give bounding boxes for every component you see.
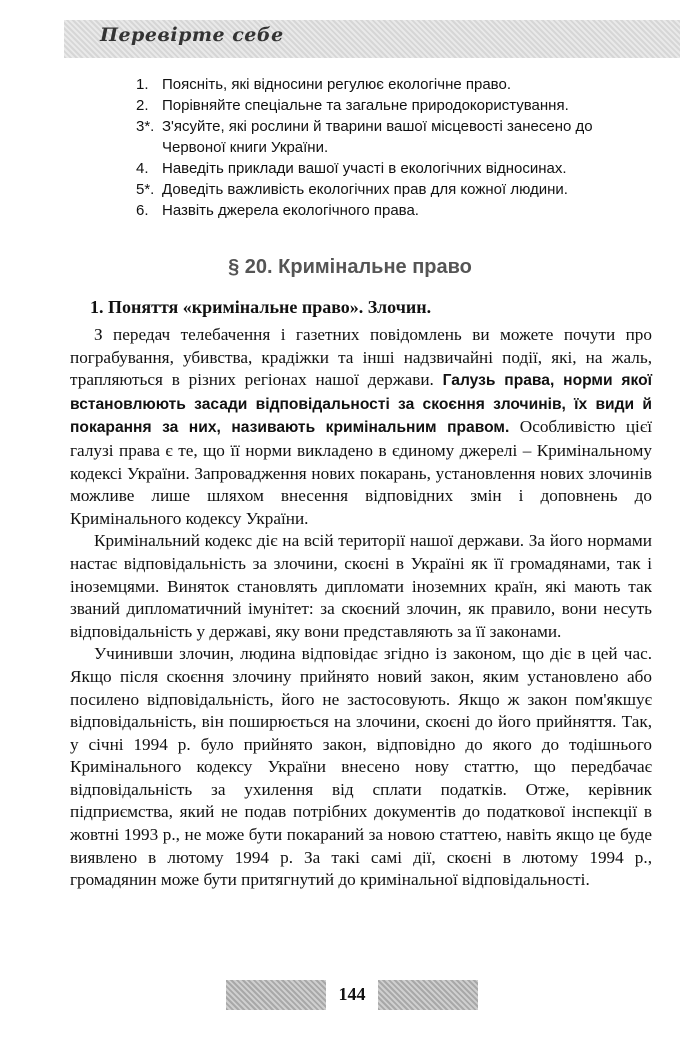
question-number: 2. xyxy=(136,97,149,114)
question-number: 3*. xyxy=(136,118,155,135)
body-text xyxy=(70,324,652,892)
list-item xyxy=(136,200,656,221)
review-questions-list xyxy=(136,74,656,221)
question-text: Поясніть, які відносини регулює екологічне право. xyxy=(162,76,511,93)
paragraph: Кримінальний кодекс діє на всій території нашої держави. За його нормами настає відповідальність за злочини, скоєні в Україні як її громадянами, так і іноземцями. Виняток становлять дипломати іноземних країн, які мають так званий дипломатичний імунітет: за скоєний злочин, як правило, вони несуть відповідальність у державі, яку вони представляють за її законами. xyxy=(70,531,652,641)
question-text: Назвіть джерела екологічного права. xyxy=(162,202,419,219)
question-text: Доведіть важливість екологічних прав для кожної людини. xyxy=(162,181,568,198)
list-item xyxy=(136,116,656,158)
question-number: 5*. xyxy=(136,181,155,198)
question-number: 4. xyxy=(136,160,149,177)
list-item xyxy=(136,179,656,200)
question-text: Порівняйте спеціальне та загальне природокористування. xyxy=(162,97,569,114)
paragraph-text: З передач телебачення і газетних повідомлень ви можете почути про пограбування, убивства, крадіжки та інші надзвичайні події, які, на жаль, трапляються в різних регіонах нашої держави. xyxy=(70,325,652,390)
list-item xyxy=(136,95,656,116)
paragraph: Учинивши злочин, людина відповідає згідно із законом, що діє в цей час. Якщо після скоєння злочину прийнято новий закон, яким установлено або посилено відповідальність, його не застосовують. Якщо ж закон пом'якшує відповідальність, він поширюється на злочини, скоєні до його прийняття. Так, у січні 1994 р. було прийнято закон, відповідно до якого до тодішнього Кримінального кодексу України внесено нову статтю, що передбачає відповідальність за ухилення від сплати податків. Отже, керівник підприємства, який не подав потрібних документів до податкової інспекції в жовтні 1993 р., не може бути покараний за новою статтею, навіть якщо це буде виявлено в лютому 1994 р. За такі самі дії, скоєні в лютому 1994 р., громадянин може бути притягнутий до кримінальної відповідальності. xyxy=(70,644,652,890)
subheading: 1. Поняття «кримінальне право». Злочин. xyxy=(90,297,432,317)
list-item xyxy=(136,158,656,179)
section-header-title: Перевірте себе xyxy=(100,24,284,46)
page-number: 144 xyxy=(338,984,366,1004)
footer-band-right xyxy=(378,980,478,1010)
question-text: З'ясуйте, які рослини й тварини вашої місцевості занесено до Червоної книги України. xyxy=(162,118,593,156)
paragraph xyxy=(70,324,652,530)
definition-text: Галузь права, норми якої встановлюють засади відповідальності за скоєння злочинів, їх види й покарання за них, називають кримінальним правом. xyxy=(70,372,653,437)
footer-band-left xyxy=(226,980,326,1010)
list-item xyxy=(136,74,656,95)
question-text: Наведіть приклади вашої участі в екологічних відносинах. xyxy=(162,160,567,177)
question-number: 6. xyxy=(136,202,149,219)
question-number: 1. xyxy=(136,76,149,93)
section-title: § 20. Кримінальне право xyxy=(228,256,472,278)
paragraph-text: Особливістю цієї галузі права є те, що її норми викладено в єдиному джерелі – Кримінальному кодексі України. Запровадження нових покарань, установлення нових злочинів можливе лише шляхом внесення відповідних змін і доповнень до Кримінального кодексу України. xyxy=(70,417,652,528)
